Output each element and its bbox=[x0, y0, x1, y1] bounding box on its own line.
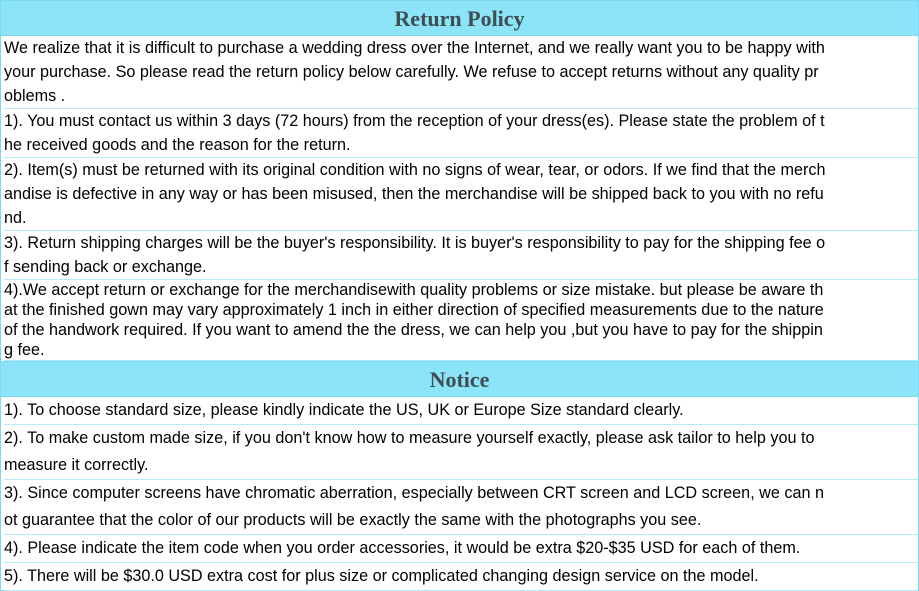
return-policy-item-3 bbox=[4, 231, 918, 280]
item-line: g fee. bbox=[4, 341, 45, 359]
intro-line: oblems . bbox=[4, 87, 66, 105]
item-line: nd. bbox=[4, 209, 27, 227]
intro-line: your purchase. So please read the return policy below carefully. We refuse to accept returns without any quality pr bbox=[4, 63, 819, 81]
notice-item-3 bbox=[4, 480, 918, 535]
return-policy-item-2 bbox=[4, 158, 918, 231]
item-line: at the finished gown may vary approximately 1 inch in either direction of specified measurements due to the nature bbox=[4, 301, 824, 319]
notice-item-1 bbox=[4, 397, 918, 425]
notice-line: 2). To make custom made size, if you don't know how to measure yourself exactly, please ask tailor to help you to bbox=[4, 429, 815, 447]
intro-line: We realize that it is difficult to purchase a wedding dress over the Internet, and we really want you to be happy with bbox=[4, 39, 825, 57]
notice-line: 5). There will be $30.0 USD extra cost for plus size or complicated changing design service on the model. bbox=[4, 567, 759, 585]
notice-line: 4). Please indicate the item code when you order accessories, it would be extra $20-$35 USD for each of them. bbox=[4, 539, 801, 557]
notice-line: ot guarantee that the color of our products will be exactly the same with the photographs you see. bbox=[4, 511, 702, 529]
item-line: 4).We accept return or exchange for the merchandisewith quality problems or size mistake. but please be aware th bbox=[4, 281, 824, 299]
item-line: f sending back or exchange. bbox=[4, 258, 207, 276]
return-policy-item-1 bbox=[4, 109, 918, 158]
return-policy-intro bbox=[4, 36, 918, 109]
item-line: 3). Return shipping charges will be the buyer's responsibility. It is buyer's responsibility to pay for the shipping fee o bbox=[4, 234, 826, 252]
notice-item-2 bbox=[4, 425, 918, 480]
notice-title: Notice bbox=[1, 361, 918, 397]
notice-line: 3). Since computer screens have chromatic aberration, especially between CRT screen and LCD screen, we can n bbox=[4, 484, 824, 502]
item-line: 2). Item(s) must be returned with its original condition with no signs of wear, tear, or odors. If we find that the merch bbox=[4, 161, 826, 179]
notice-line: measure it correctly. bbox=[4, 456, 149, 474]
item-line: 1). You must contact us within 3 days (72 hours) from the reception of your dress(es). Please state the problem of t bbox=[4, 112, 825, 130]
return-policy-item-4 bbox=[4, 280, 918, 361]
item-line: andise is defective in any way or has been misused, then the merchandise will be shipped back to you with no refu bbox=[4, 185, 824, 203]
notice-line: 1). To choose standard size, please kindly indicate the US, UK or Europe Size standard clearly. bbox=[4, 401, 684, 419]
return-policy-title: Return Policy bbox=[1, 1, 918, 36]
notice-item-4 bbox=[4, 535, 918, 563]
item-line: he received goods and the reason for the return. bbox=[4, 136, 351, 154]
item-line: of the handwork required. If you want to amend the the dress, we can help you ,but you have to pay for the shippin bbox=[4, 321, 823, 339]
notice-item-5 bbox=[4, 563, 918, 591]
